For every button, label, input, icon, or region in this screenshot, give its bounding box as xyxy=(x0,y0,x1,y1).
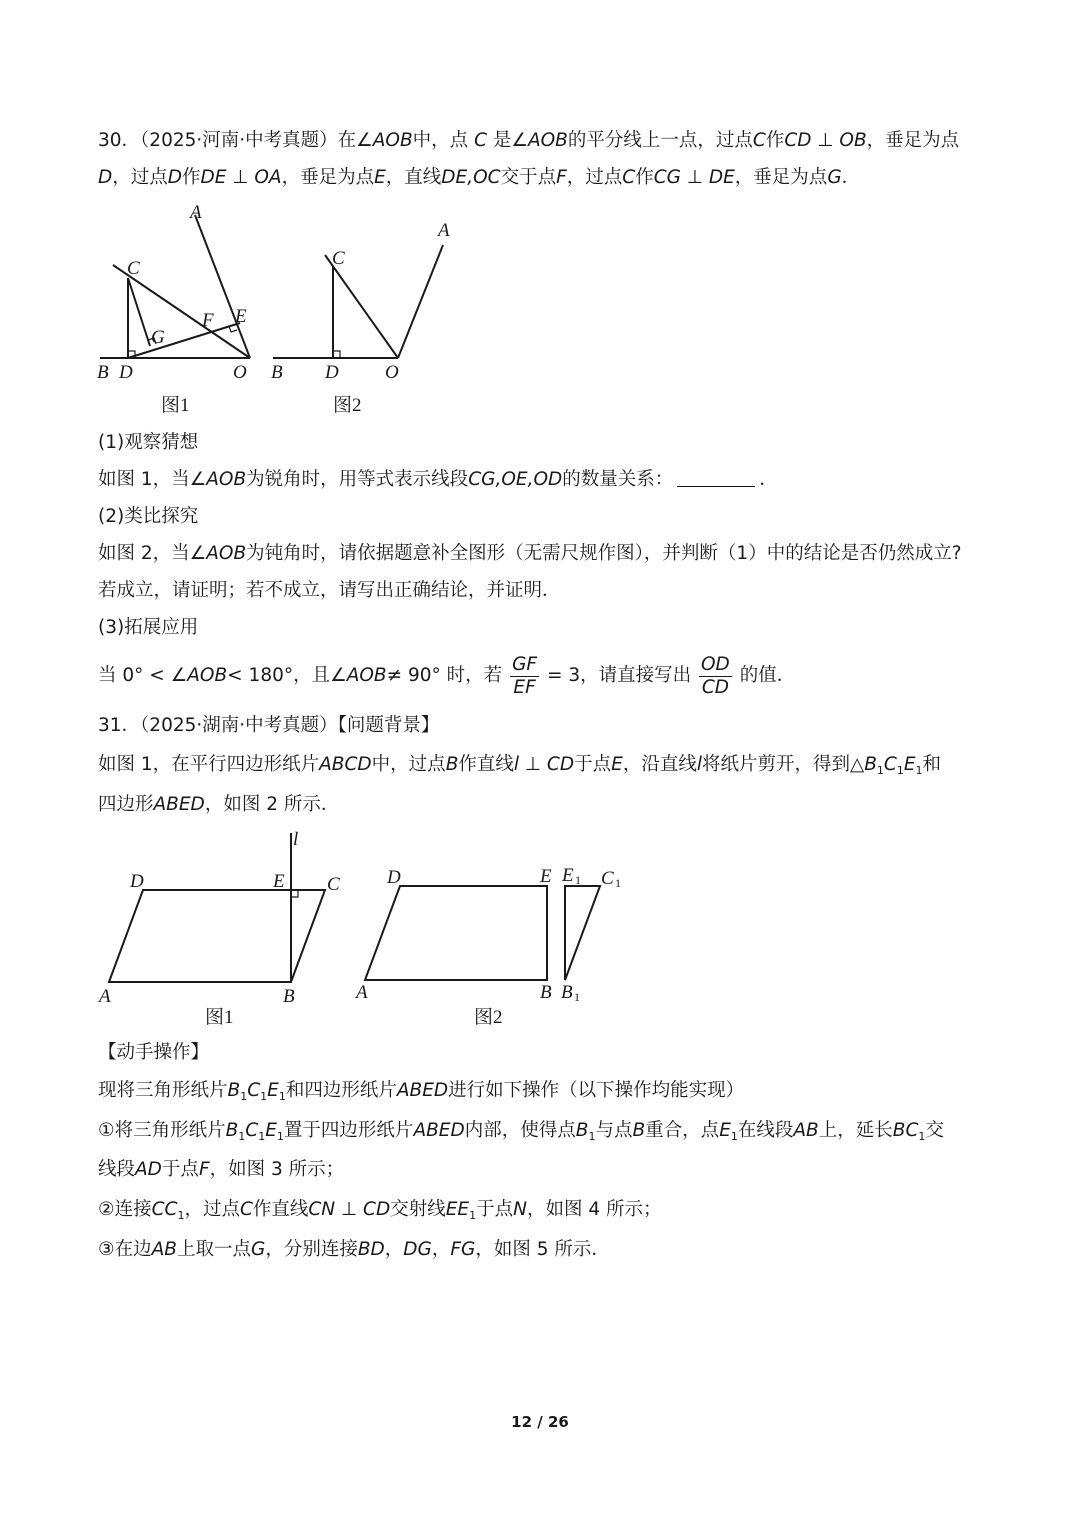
q31-figure-2 xyxy=(350,825,640,1035)
q31-op0: 现将三角形纸片$B_1C_1E_1$和四边形纸片ABED进行如下操作（以下操作均能实现） xyxy=(98,1080,745,1103)
fig1-caption: 图1 xyxy=(161,395,190,416)
q31-op1-line2: 线段AD于点F，如图 3 所示； xyxy=(98,1159,345,1180)
fig31-1-label-A: A xyxy=(99,986,111,1007)
page-number: 12 / 26 xyxy=(511,1413,569,1431)
fig1-label-O: O xyxy=(233,362,247,383)
fraction-gf-ef: $\frac{GF}{EF}$ xyxy=(512,653,538,698)
fig31-1-label-l: l xyxy=(293,829,299,850)
fig31-2-label-E1: E xyxy=(562,865,574,886)
fig2-label-C: C xyxy=(332,248,345,269)
fig31-1-label-B: B xyxy=(283,986,295,1007)
fig31-1-caption: 图1 xyxy=(205,1007,234,1028)
fig31-2-label-E: E xyxy=(540,866,552,887)
fig31-2-label-B1: B xyxy=(561,982,573,1003)
fig1-label-G: G xyxy=(151,327,165,348)
fig31-2-label-B: B xyxy=(540,982,552,1003)
q30-figure-2 xyxy=(268,200,468,420)
fig31-2-caption: 图2 xyxy=(474,1007,503,1028)
q30-part2-line2: 若成立，请证明；若不成立，请写出正确结论，并证明． xyxy=(98,580,561,601)
fig2-label-B: B xyxy=(271,362,283,383)
q30-stem-line1: 30．（2025·河南·中考真题）在∠AOB中，点 C 是∠AOB的平分线上一点，过点C作CD ⊥ OB，垂足为点 xyxy=(98,130,960,151)
fig31-2-sub-E1: 1 xyxy=(575,873,581,887)
q30-part3-text: 当 0° < ∠AOB< 180°，且∠AOB≠ 90° 时，若 $\frac{GF}{EF}$ = 3，请直接写出 $\frac{OD}{CD}$ 的值． xyxy=(98,653,796,698)
q30-part2-line1: 如图 2，当∠AOB为钝角时，请依据题意补全图形（无需尺规作图），并判断（1）中的结论是否仍然成立? xyxy=(98,543,962,564)
fig1-label-A: A xyxy=(190,202,202,223)
fig1-label-C: C xyxy=(127,258,140,279)
q31-op3: ③在边AB上取一点G，分别连接BD，DG，FG，如图 5 所示． xyxy=(98,1239,610,1260)
fig31-2-label-A: A xyxy=(356,982,368,1003)
q31-op2: ②连接$CC_1$，过点C作直线CN ⊥ CD交射线$EE_1$于点N，如图 4 所示； xyxy=(98,1199,662,1222)
fig1-label-D: D xyxy=(119,362,133,383)
fraction-od-cd: $\frac{OD}{CD}$ xyxy=(701,653,730,698)
fig2-caption: 图2 xyxy=(333,395,362,416)
fig1-label-E: E xyxy=(235,306,247,327)
fig31-2-sub-B1: 1 xyxy=(574,990,580,1004)
fig1-label-F: F xyxy=(202,310,214,331)
q30-part2-title: (2)类比探究 xyxy=(98,506,199,527)
fig31-2-label-D: D xyxy=(387,867,401,888)
q30-part1-title: (1)观察猜想 xyxy=(98,432,199,453)
fig2-label-D: D xyxy=(325,362,339,383)
q31-header: 31．（2025·湖南·中考真题）【问题背景】 xyxy=(98,715,440,736)
q31-op1-line1: ①将三角形纸片$B_1C_1E_1$置于四边形纸片ABED内部，使得点$B_1$与点B重合，点$E_1$在线段AB上，延长$BC_1$交 xyxy=(98,1120,944,1143)
fig31-1-label-E: E xyxy=(273,871,285,892)
q30-stem-line2: D，过点D作DE ⊥ OA，垂足为点E，直线DE,OC交于点F，过点C作CG ⊥ DE，垂足为点G． xyxy=(98,167,861,188)
q30-part3-title: (3)拓展应用 xyxy=(98,617,199,638)
fig31-2-label-C1: C xyxy=(601,868,614,889)
q31-bg-line2: 四边形ABED，如图 2 所示． xyxy=(98,794,340,815)
q30-part1-text: 如图 1，当∠AOB为锐角时，用等式表示线段CG,OE,OD的数量关系： ． xyxy=(98,469,778,490)
q31-operation-tag: 【动手操作】 xyxy=(98,1042,210,1063)
fig2-label-O: O xyxy=(385,362,399,383)
fig31-2-sub-C1: 1 xyxy=(615,876,621,890)
fig2-label-A: A xyxy=(438,220,450,241)
q30-figure-1 xyxy=(95,200,265,420)
fig1-label-B: B xyxy=(97,362,109,383)
q31-bg-line1: 如图 1，在平行四边形纸片ABCD中，过点B作直线l ⊥ CD于点E，沿直线l将纸片剪开，得到$\triangle B_1C_1E_1$和 xyxy=(98,754,942,777)
fig31-1-label-C: C xyxy=(327,874,340,895)
fig31-1-label-D: D xyxy=(130,871,144,892)
q31-figure-1 xyxy=(95,825,355,1035)
answer-blank[interactable] xyxy=(677,468,755,487)
